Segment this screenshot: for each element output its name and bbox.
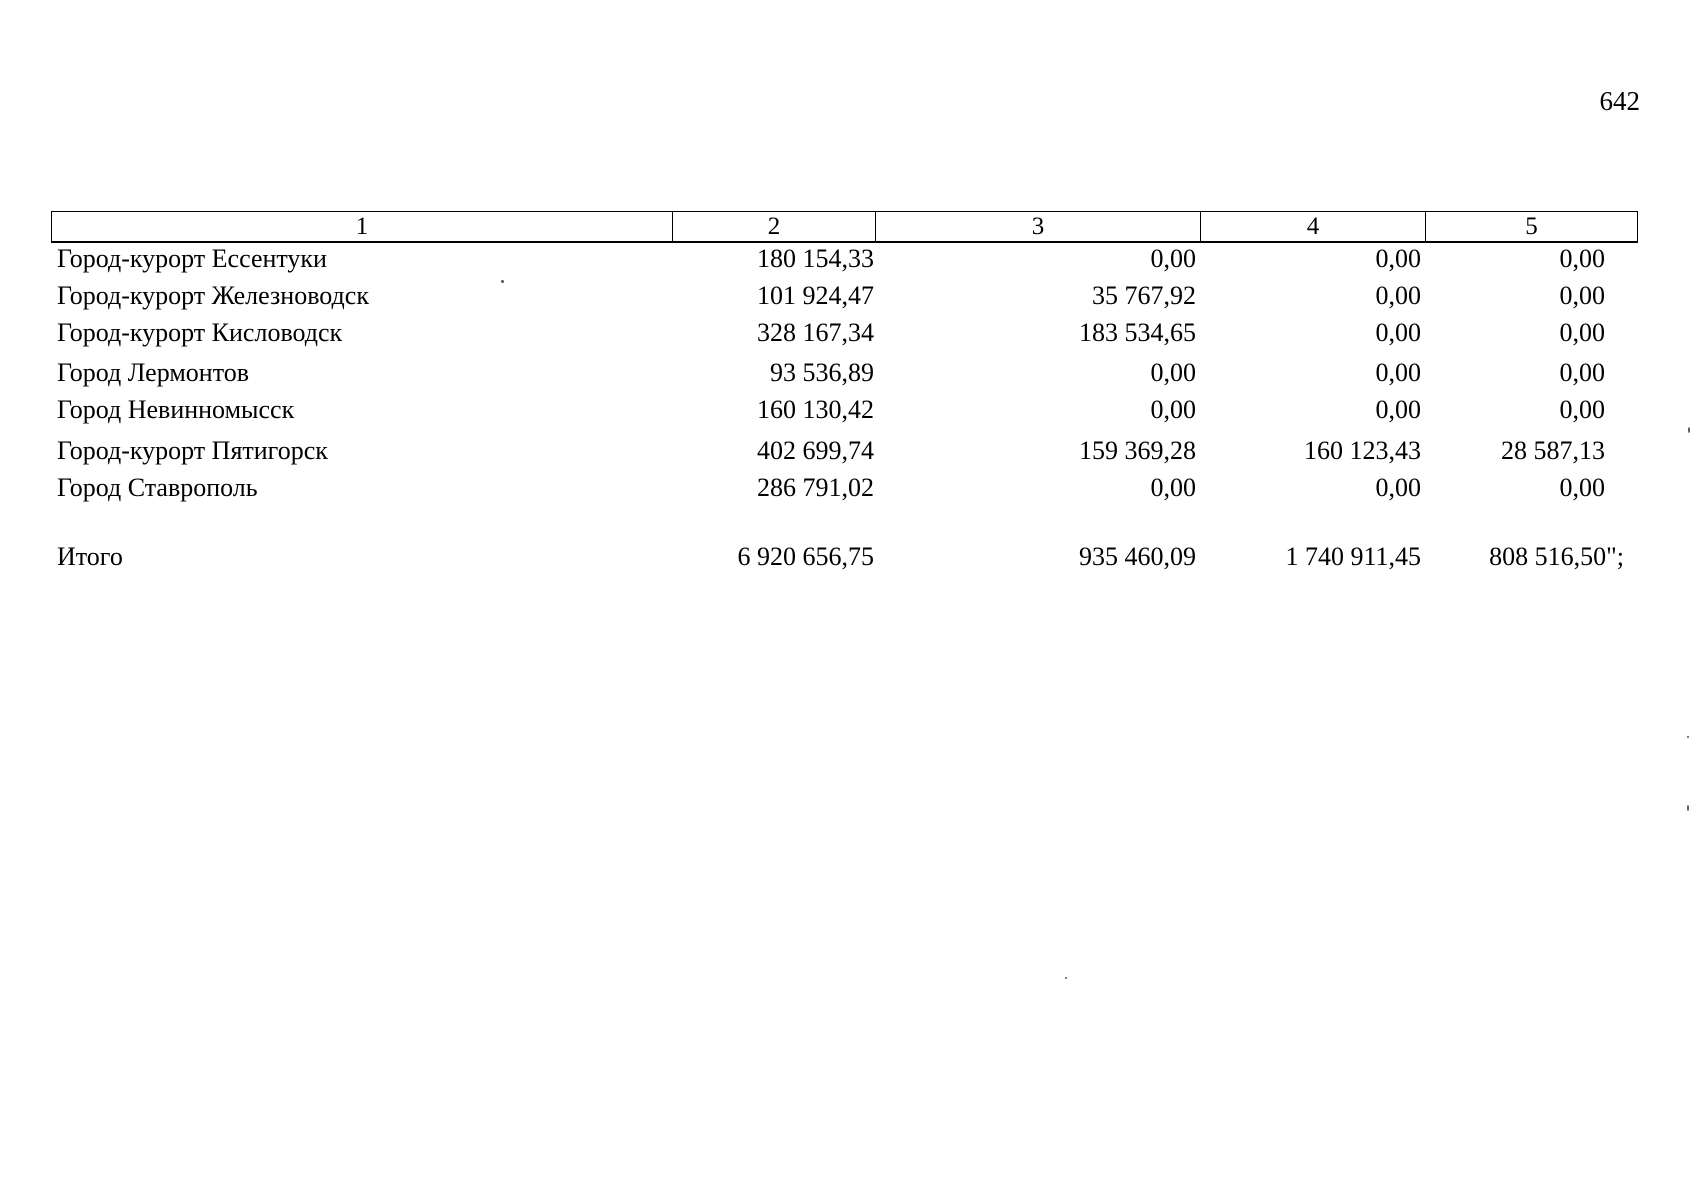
row-name: Город-курорт Пятигорск [57, 436, 328, 465]
row-col-3: 183 534,65 [1079, 318, 1196, 347]
row-col-5: 0,00 [1559, 318, 1605, 347]
row-col-2: 160 130,42 [757, 395, 874, 424]
row-col-2: 328 167,34 [757, 318, 874, 347]
row-col-3: 0,00 [1150, 358, 1196, 387]
header-col-4: 4 [1201, 212, 1426, 243]
row-col-2: 93 536,89 [770, 358, 874, 387]
table-row [51, 357, 1637, 389]
header-col-1: 1 [52, 212, 673, 243]
scan-speck [501, 280, 504, 283]
total-col-5: 808 516,50"; [1489, 542, 1624, 571]
row-col-5: 0,00 [1559, 395, 1605, 424]
table-row [51, 472, 1637, 504]
table-row [51, 435, 1637, 467]
table-row [51, 280, 1637, 312]
row-col-4: 160 123,43 [1304, 436, 1421, 465]
header-col-2: 2 [673, 212, 876, 243]
row-col-2: 180 154,33 [757, 244, 874, 273]
row-col-3: 0,00 [1150, 473, 1196, 502]
row-name: Город-курорт Кисловодск [57, 318, 343, 347]
scan-speck [1687, 736, 1689, 738]
table-row [51, 394, 1637, 426]
row-col-4: 0,00 [1375, 318, 1421, 347]
scan-speck [1688, 427, 1690, 433]
row-name: Город Ставрополь [57, 473, 258, 502]
table-row [51, 317, 1637, 349]
row-name: Город Невинномысск [57, 395, 295, 424]
header-col-5: 5 [1426, 212, 1638, 243]
row-col-2: 101 924,47 [757, 281, 874, 310]
row-col-5: 0,00 [1559, 281, 1605, 310]
row-col-5: 0,00 [1559, 244, 1605, 273]
row-col-3: 159 369,28 [1079, 436, 1196, 465]
total-col-3: 935 460,09 [1079, 542, 1196, 571]
row-col-3: 0,00 [1150, 395, 1196, 424]
scan-speck [1687, 805, 1689, 811]
row-col-4: 0,00 [1375, 358, 1421, 387]
total-col-4: 1 740 911,45 [1285, 542, 1421, 571]
row-col-3: 0,00 [1150, 244, 1196, 273]
scan-speck [1065, 977, 1067, 979]
total-label: Итого [57, 542, 123, 571]
row-col-2: 402 699,74 [757, 436, 874, 465]
row-col-4: 0,00 [1375, 395, 1421, 424]
row-col-5: 0,00 [1559, 358, 1605, 387]
row-col-5: 0,00 [1559, 473, 1605, 502]
page-number: 642 [1599, 86, 1640, 116]
total-row [51, 541, 1637, 573]
row-col-4: 0,00 [1375, 244, 1421, 273]
row-col-5: 28 587,13 [1501, 436, 1605, 465]
table-row [51, 243, 1637, 275]
row-name: Город-курорт Ессентуки [57, 244, 327, 273]
row-col-4: 0,00 [1375, 473, 1421, 502]
column-number-header [51, 211, 1638, 243]
row-col-2: 286 791,02 [757, 473, 874, 502]
row-col-4: 0,00 [1375, 281, 1421, 310]
header-col-3: 3 [876, 212, 1201, 243]
total-col-2: 6 920 656,75 [737, 542, 874, 571]
row-name: Город-курорт Железноводск [57, 281, 369, 310]
row-name: Город Лермонтов [57, 358, 249, 387]
row-col-3: 35 767,92 [1092, 281, 1196, 310]
